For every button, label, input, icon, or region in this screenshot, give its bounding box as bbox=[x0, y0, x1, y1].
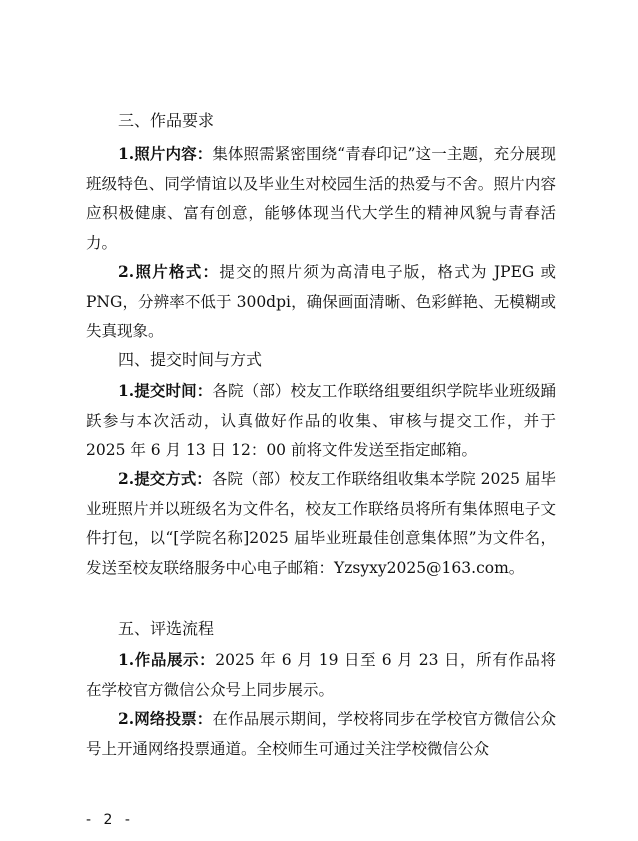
paragraph-label: 1.照片内容： bbox=[118, 144, 213, 163]
paragraph-submission-time bbox=[86, 376, 556, 466]
paragraph-label: 2.照片格式： bbox=[118, 262, 220, 281]
paragraph-text: 集体照需紧密围绕“青春印记”这一主题，充分展现班级特色、同学情谊以及毕业生对校园生活的热爱与不舍。照片内容应积极健康、富有创意，能够体现当代大学生的精神风貌与青春活力。 bbox=[86, 145, 556, 252]
page-number: - 2 - bbox=[86, 812, 134, 828]
paragraph-exhibition bbox=[86, 645, 556, 705]
paragraph-text: 在作品展示期间，学校将同步在学校官方微信公众号上开通网络投票通道。全校师生可通过关注学校微信公众 bbox=[86, 710, 556, 758]
section-heading-selection: 五、评选流程 bbox=[118, 619, 215, 638]
paragraph-photo-content bbox=[86, 139, 556, 258]
paragraph-label: 2.网络投票： bbox=[118, 709, 213, 728]
paragraph-text: 提交的照片须为高清电子版，格式为 JPEG 或 PNG，分辨率不低于 300dpi，确保画面清晰、色彩鲜艳、无模糊或失真现象。 bbox=[86, 263, 556, 340]
paragraph-submission-method bbox=[86, 464, 556, 583]
paragraph-label: 1.提交时间： bbox=[118, 381, 213, 400]
paragraph-text: 各院（部）校友工作联络组收集本学院 2025 届毕业班照片并以班级名为文件名，校友工作联络员将所有集体照电子文件打包，以“[学院名称]2025 届毕业班最佳创意集体照”为文件名，发送至校友联络服务中心电子邮箱：Yzsyxy2025@163.com。 bbox=[86, 470, 556, 577]
paragraph-online-voting bbox=[86, 704, 556, 764]
paragraph-label: 1.作品展示： bbox=[118, 650, 216, 669]
paragraph-photo-format bbox=[86, 257, 556, 347]
paragraph-label: 2.提交方式： bbox=[118, 469, 212, 488]
section-heading-requirements: 三、作品要求 bbox=[118, 111, 215, 130]
paragraph-text: 2025 年 6 月 19 日至 6 月 23 日，所有作品将在学校官方微信公众号上同步展示。 bbox=[86, 651, 556, 699]
section-heading-submission: 四、提交时间与方式 bbox=[118, 350, 263, 369]
paragraph-text: 各院（部）校友工作联络组要组织学院毕业班级踊跃参与本次活动，认真做好作品的收集、审核与提交工作，并于 2025 年 6 月 13 日 12：00 前将文件发送至指定邮箱。 bbox=[86, 382, 556, 459]
